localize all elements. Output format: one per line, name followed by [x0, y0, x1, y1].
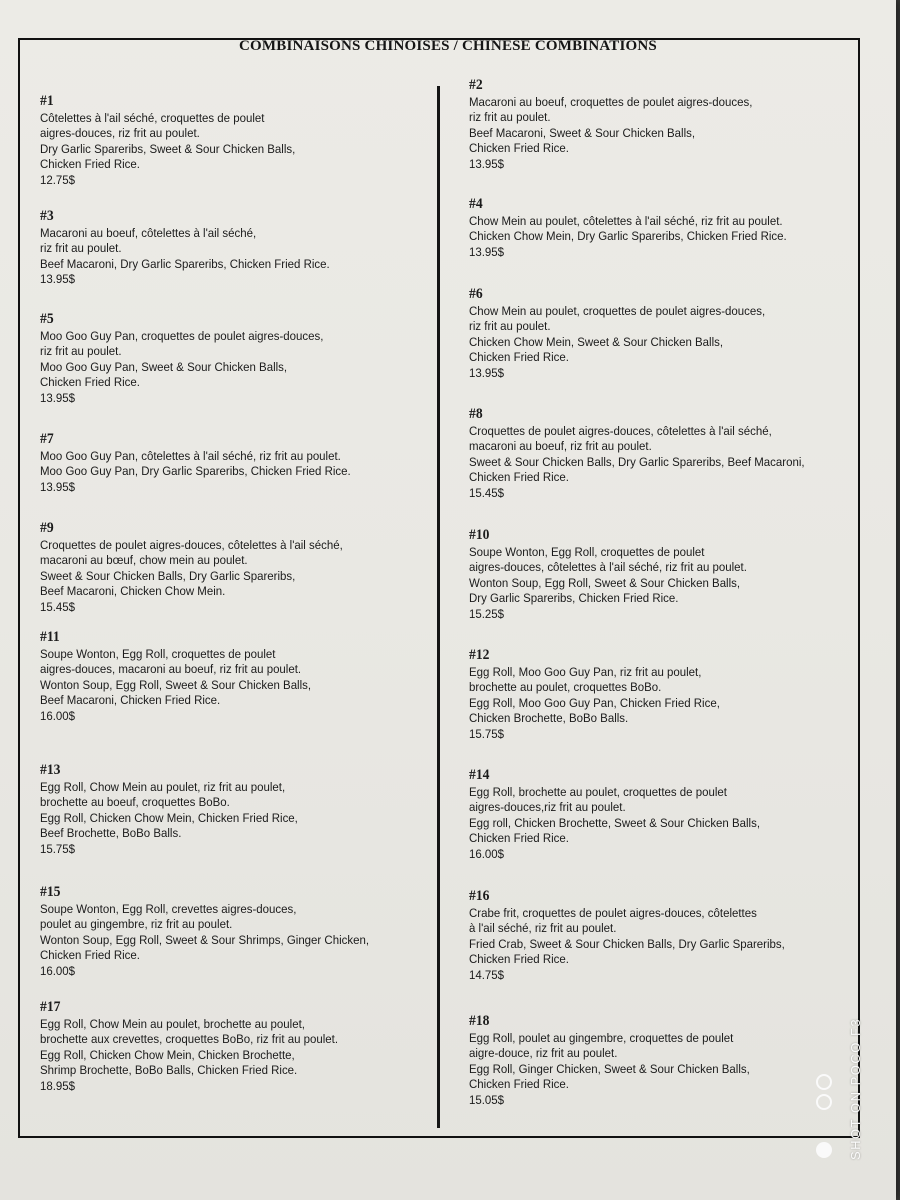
menu-item	[40, 310, 323, 406]
item-description-line: Chicken Fried Rice.	[469, 350, 569, 365]
item-description-line: Chicken Fried Rice.	[40, 948, 140, 963]
item-description-line: Dry Garlic Spareribs, Sweet & Sour Chicken Balls,	[40, 141, 296, 156]
item-description-line: riz frit au poulet.	[469, 319, 551, 334]
item-description-line: Soupe Wonton, Egg Roll, croquettes de poulet	[40, 647, 276, 661]
item-number: #14	[469, 767, 490, 783]
item-description-line: Macaroni au boeuf, croquettes de poulet aigres-douces,	[469, 95, 753, 109]
item-description-line: macaroni au boeuf, riz frit au poulet.	[469, 439, 652, 454]
item-description-line: brochette au boeuf, croquettes BoBo.	[40, 795, 230, 810]
item-number: #16	[469, 888, 490, 904]
item-number: #4	[469, 196, 483, 212]
item-number: #6	[469, 286, 483, 302]
menu-item	[40, 998, 338, 1094]
item-description-line: Egg Roll, Moo Goo Guy Pan, riz frit au poulet,	[469, 665, 702, 679]
item-description-line: Beef Macaroni, Chicken Fried Rice.	[40, 693, 221, 708]
item-description-line: Chicken Chow Mein, Sweet & Sour Chicken Balls,	[469, 334, 724, 349]
item-description-line: Côtelettes à l'ail séché, croquettes de poulet	[40, 111, 265, 125]
item-description-line: aigre-douce, riz frit au poulet.	[469, 1046, 618, 1061]
item-description-line: Sweet & Sour Chicken Balls, Dry Garlic Spareribs, Beef Macaroni,	[469, 454, 805, 469]
item-description-line: Sweet & Sour Chicken Balls, Dry Garlic Spareribs,	[40, 568, 296, 583]
item-number: #17	[40, 999, 61, 1015]
item-description-line: Croquettes de poulet aigres-douces, côtelettes à l'ail séché,	[40, 538, 343, 552]
item-description-line: Moo Goo Guy Pan, Dry Garlic Spareribs, Chicken Fried Rice.	[40, 464, 351, 479]
item-price: 18.95$	[40, 1078, 76, 1093]
item-number: #9	[40, 520, 54, 536]
item-description-line: Soupe Wonton, Egg Roll, crevettes aigres-douces,	[40, 902, 297, 916]
menu-item	[40, 883, 369, 979]
item-description-line: Chicken Fried Rice.	[469, 831, 569, 846]
item-description-line: Chow Mein au poulet, croquettes de poulet aigres-douces,	[469, 304, 766, 318]
item-description-line: Beef Brochette, BoBo Balls.	[40, 826, 182, 841]
menu-item	[469, 285, 765, 381]
item-description-line: Shrimp Brochette, BoBo Balls, Chicken Fried Rice.	[40, 1063, 298, 1078]
item-description-line: Egg roll, Chicken Brochette, Sweet & Sour Chicken Balls,	[469, 815, 761, 830]
item-description-line: Beef Macaroni, Dry Garlic Spareribs, Chicken Fried Rice.	[40, 256, 330, 271]
item-price: 16.00$	[469, 846, 505, 861]
item-price: 13.95$	[469, 365, 505, 380]
item-number: #7	[40, 431, 54, 447]
menu-item	[40, 92, 295, 188]
item-description-line: Crabe frit, croquettes de poulet aigres-douces, côtelettes	[469, 906, 757, 920]
item-description-line: Egg Roll, Chicken Chow Mein, Chicken Fried Rice,	[40, 810, 298, 825]
item-description-line: aigres-douces,riz frit au poulet.	[469, 800, 626, 815]
item-description-line: riz frit au poulet.	[469, 110, 551, 125]
item-description-line: Wonton Soup, Egg Roll, Sweet & Sour Shrimps, Ginger Chicken,	[40, 932, 369, 947]
item-description-line: Chicken Fried Rice.	[469, 141, 569, 156]
item-description-line: poulet au gingembre, riz frit au poulet.	[40, 917, 233, 932]
item-description-line: Egg Roll, Chicken Chow Mein, Chicken Brochette,	[40, 1047, 295, 1062]
item-description-line: macaroni au bœuf, chow mein au poulet.	[40, 553, 248, 568]
item-description-line: aigres-douces, riz frit au poulet.	[40, 126, 200, 141]
item-price: 15.25$	[469, 606, 505, 621]
item-description-line: Wonton Soup, Egg Roll, Sweet & Sour Chicken Balls,	[469, 575, 741, 590]
item-number: #8	[469, 406, 483, 422]
item-description-line: Egg Roll, Moo Goo Guy Pan, Chicken Fried Rice,	[469, 695, 720, 710]
item-number: #5	[40, 311, 54, 327]
item-description-line: Egg Roll, Ginger Chicken, Sweet & Sour Chicken Balls,	[469, 1061, 750, 1076]
item-price: 16.00$	[40, 963, 76, 978]
item-price: 13.95$	[469, 156, 505, 171]
item-price: 15.75$	[469, 726, 505, 741]
item-price: 15.75$	[40, 841, 76, 856]
item-description-line: riz frit au poulet.	[40, 344, 122, 359]
item-description-line: Beef Macaroni, Sweet & Sour Chicken Balls,	[469, 125, 696, 140]
item-description-line: Soupe Wonton, Egg Roll, croquettes de poulet	[469, 545, 705, 559]
item-price: 14.75$	[469, 967, 505, 982]
item-price: 13.95$	[40, 390, 76, 405]
menu-item	[469, 887, 785, 983]
item-description-line: à l'ail séché, riz frit au poulet.	[469, 921, 617, 936]
item-description-line: Fried Crab, Sweet & Sour Chicken Balls, Dry Garlic Spareribs,	[469, 936, 785, 951]
item-price: 16.00$	[40, 708, 76, 723]
item-description-line: Beef Macaroni, Chicken Chow Mein.	[40, 584, 226, 599]
column-divider	[437, 86, 440, 1128]
menu-item	[469, 76, 752, 172]
item-description-line: Egg Roll, Chow Mein au poulet, brochette au poulet,	[40, 1017, 305, 1031]
item-description-line: riz frit au poulet.	[40, 241, 122, 256]
item-description-line: Wonton Soup, Egg Roll, Sweet & Sour Chicken Balls,	[40, 677, 312, 692]
item-description-line: Egg Roll, brochette au poulet, croquettes de poulet	[469, 785, 727, 799]
item-number: #10	[469, 527, 490, 543]
item-description-line: Macaroni au boeuf, côtelettes à l'ail séché,	[40, 226, 257, 240]
item-number: #2	[469, 77, 483, 93]
menu-item	[40, 430, 351, 495]
item-number: #11	[40, 629, 60, 645]
menu-item	[469, 526, 747, 622]
item-number: #12	[469, 647, 490, 663]
menu-item	[40, 207, 330, 288]
item-description-line: Moo Goo Guy Pan, côtelettes à l'ail séché, riz frit au poulet.	[40, 449, 341, 463]
item-price: 15.05$	[469, 1092, 505, 1107]
camera-logo-icon	[808, 1062, 860, 1167]
item-description-line: Chicken Fried Rice.	[469, 952, 569, 967]
item-price: 12.75$	[40, 172, 76, 187]
menu-item	[469, 195, 787, 260]
item-number: #3	[40, 208, 54, 224]
item-number: #18	[469, 1013, 490, 1029]
item-description-line: Moo Goo Guy Pan, croquettes de poulet aigres-douces,	[40, 329, 324, 343]
item-description-line: aigres-douces, côtelettes à l'ail séché, riz frit au poulet.	[469, 560, 747, 575]
item-price: 13.95$	[469, 244, 505, 259]
menu-item	[40, 628, 311, 724]
item-description-line: Chicken Fried Rice.	[469, 470, 569, 485]
item-description-line: Chicken Fried Rice.	[40, 375, 140, 390]
item-number: #13	[40, 762, 61, 778]
item-number: #15	[40, 884, 61, 900]
menu-item	[40, 761, 298, 857]
item-description-line: Moo Goo Guy Pan, Sweet & Sour Chicken Balls,	[40, 359, 288, 374]
item-description-line: Chicken Brochette, BoBo Balls.	[469, 711, 629, 726]
item-description-line: Egg Roll, poulet au gingembre, croquettes de poulet	[469, 1031, 734, 1045]
item-description-line: brochette aux crevettes, croquettes BoBo, riz frit au poulet.	[40, 1032, 339, 1047]
item-description-line: brochette au poulet, croquettes BoBo.	[469, 680, 662, 695]
item-description-line: Chicken Chow Mein, Dry Garlic Spareribs, Chicken Fried Rice.	[469, 229, 787, 244]
item-price: 13.95$	[40, 479, 76, 494]
menu-item	[40, 519, 343, 615]
item-description-line: Dry Garlic Spareribs, Chicken Fried Rice.	[469, 591, 679, 606]
menu-title: COMBINAISONS CHINOISES / CHINESE COMBINATIONS	[239, 38, 657, 54]
item-description-line: Egg Roll, Chow Mein au poulet, riz frit au poulet,	[40, 780, 286, 794]
item-description-line: aigres-douces, macaroni au boeuf, riz frit au poulet.	[40, 662, 302, 677]
camera-watermark: SHOT ON POCO F3	[848, 1017, 863, 1160]
item-description-line: Croquettes de poulet aigres-douces, côtelettes à l'ail séché,	[469, 424, 772, 438]
item-number: #1	[40, 93, 54, 109]
item-price: 15.45$	[469, 485, 505, 500]
item-description-line: Chicken Fried Rice.	[469, 1077, 569, 1092]
item-description-line: Chow Mein au poulet, côtelettes à l'ail séché, riz frit au poulet.	[469, 214, 783, 228]
item-price: 15.45$	[40, 599, 76, 614]
menu-item	[469, 766, 760, 862]
item-description-line: Chicken Fried Rice.	[40, 157, 140, 172]
menu-item	[469, 1012, 750, 1108]
menu-item	[469, 646, 720, 742]
item-price: 13.95$	[40, 272, 76, 287]
menu-item	[469, 405, 805, 501]
